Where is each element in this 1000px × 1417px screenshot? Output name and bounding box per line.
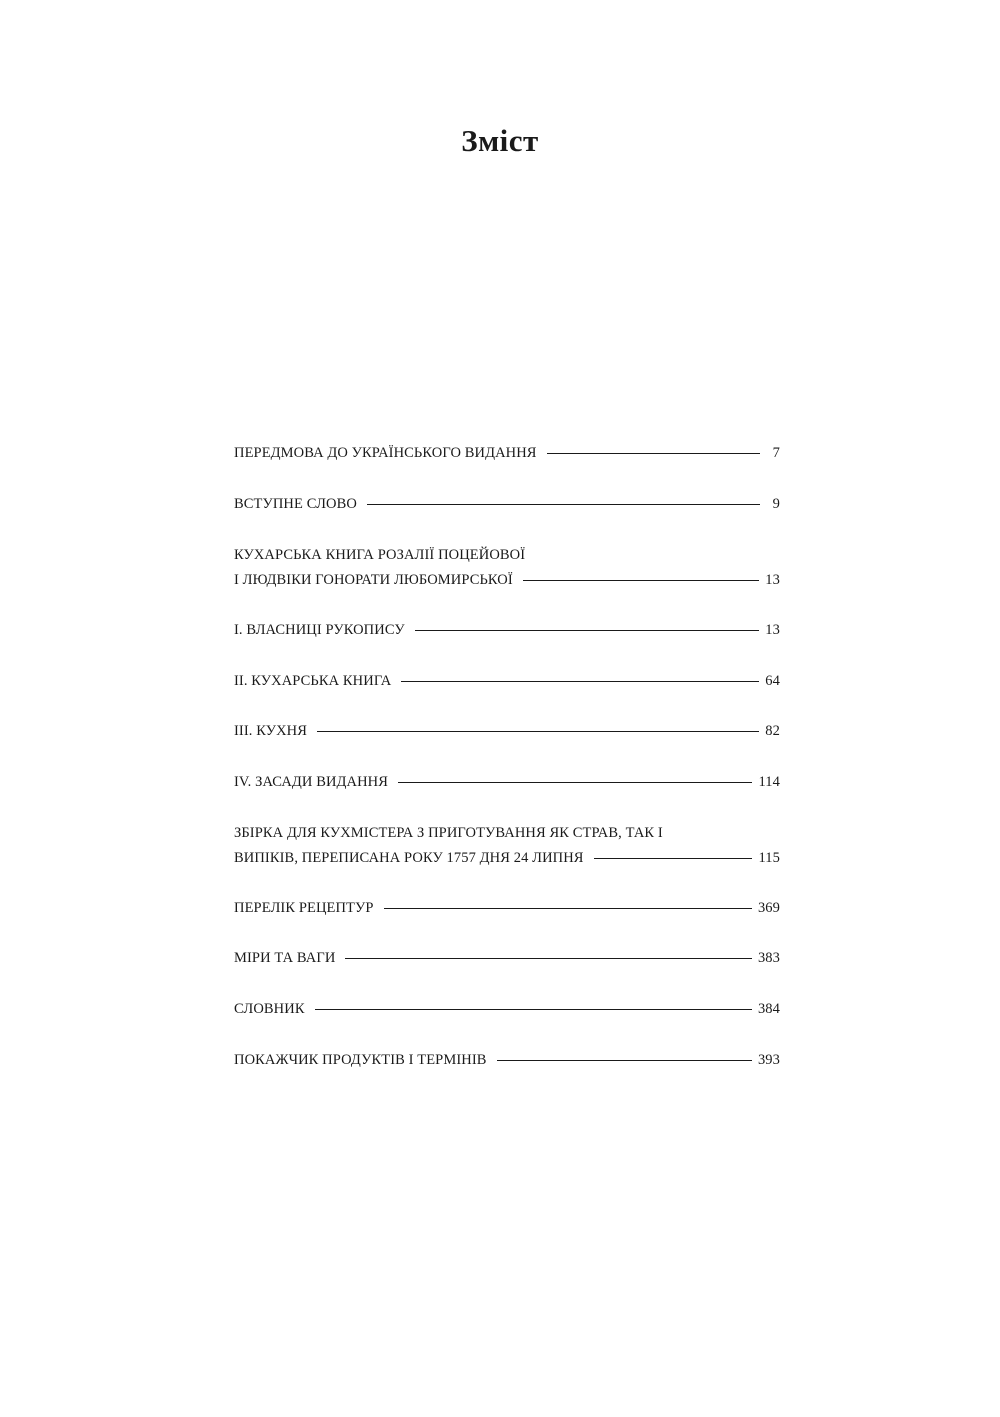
toc-leader-line [317, 731, 759, 732]
toc-page-number: 384 [757, 1001, 780, 1017]
toc-entry-label: II. КУХАРСЬКА КНИГА [234, 673, 392, 689]
toc-entry[interactable] [234, 443, 780, 463]
toc-leader-line [367, 504, 760, 505]
toc-entry-label: ПОКАЖЧИК ПРОДУКТІВ І ТЕРМІНІВ [234, 1052, 487, 1068]
toc-page-number: 369 [757, 900, 780, 916]
toc-page-number: 13 [765, 572, 780, 588]
page-title: Зміст [461, 123, 539, 158]
toc-leader-line [497, 1060, 752, 1061]
toc-leader-line [384, 908, 752, 909]
toc-page-number: 82 [765, 723, 780, 739]
toc-page-number: 7 [772, 445, 780, 461]
toc-entry[interactable] [234, 620, 780, 640]
toc-entry-label: ПЕРЕЛІК РЕЦЕПТУР [234, 900, 374, 916]
toc-entry[interactable] [234, 671, 780, 691]
toc-entry-label: III. КУХНЯ [234, 723, 307, 739]
toc-leader-line [315, 1009, 752, 1010]
toc-leader-line [523, 580, 759, 581]
toc-entry-label: СЛОВНИК [234, 1001, 305, 1017]
toc-entry-label: IV. ЗАСАДИ ВИДАННЯ [234, 774, 389, 790]
toc-page-number: 64 [765, 673, 780, 689]
toc-entry[interactable] [234, 772, 780, 792]
toc-leader-line [415, 630, 760, 631]
toc-leader-line [547, 453, 760, 454]
toc-entry-label: ВСТУПНЕ СЛОВО [234, 496, 357, 512]
toc-entry-label: I. ВЛАСНИЦІ РУКОПИСУ [234, 622, 405, 638]
toc-entry[interactable] [234, 898, 780, 918]
toc-entry[interactable] [234, 494, 780, 514]
toc-page-number: 114 [758, 774, 780, 790]
toc-entry-label-line1: КУХАРСЬКА КНИГА РОЗАЛІЇ ПОЦЕЙОВОЇ [234, 547, 526, 563]
toc-page-number: 13 [765, 622, 780, 638]
toc-entry[interactable] [234, 545, 780, 590]
toc-page-number: 115 [758, 850, 780, 866]
toc-leader-line [345, 958, 752, 959]
toc-entry-label: МІРИ ТА ВАГИ [234, 950, 336, 966]
toc-leader-line [401, 681, 759, 682]
toc-entry[interactable] [234, 721, 780, 741]
toc-page-number: 383 [757, 950, 780, 966]
toc-entry[interactable] [234, 823, 780, 868]
toc-entry[interactable] [234, 1050, 780, 1070]
toc-entry-label: ВИПІКІВ, ПЕРЕПИСАНА РОКУ 1757 ДНЯ 24 ЛИПНЯ [234, 850, 584, 866]
toc-entry[interactable] [234, 948, 780, 968]
toc-page-number: 393 [757, 1052, 780, 1068]
toc-entry-label-line1: ЗБІРКА ДЛЯ КУХМІСТЕРА З ПРИГОТУВАННЯ ЯК СТРАВ, ТАК І [234, 825, 663, 841]
toc-page-number: 9 [772, 496, 780, 512]
toc-leader-line [594, 858, 753, 859]
toc-leader-line [398, 782, 752, 783]
toc-entry[interactable] [234, 999, 780, 1019]
toc-entry-label: І ЛЮДВІКИ ГОНОРАТИ ЛЮБОМИРСЬКОЇ [234, 572, 513, 588]
toc-entry-label: ПЕРЕДМОВА ДО УКРАЇНСЬКОГО ВИДАННЯ [234, 445, 537, 461]
